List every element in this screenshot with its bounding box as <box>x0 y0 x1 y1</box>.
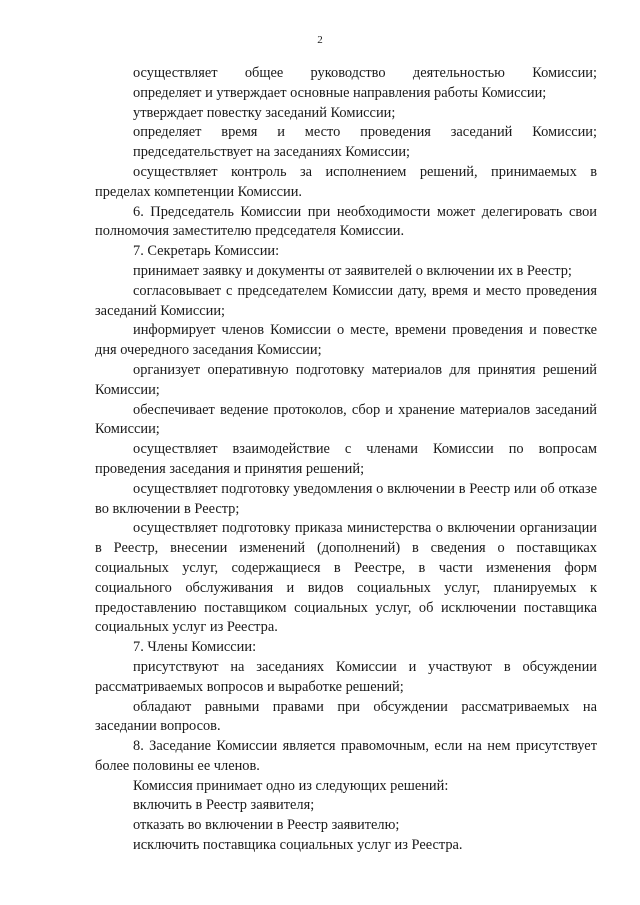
paragraph: председательствует на заседаниях Комиссии; <box>133 144 411 161</box>
paragraph: исключить поставщика социальных услуг из Реестра. <box>133 837 463 854</box>
paragraph: присутствуют на заседаниях Комиссии и участвуют в обсуждении рассматриваемых вопросов и выработке решений; <box>95 658 597 695</box>
paragraph: обеспечивает ведение протоколов, сбор и хранение материалов заседаний Комиссии; <box>95 401 597 438</box>
paragraph: 7. Члены Комиссии: <box>133 639 257 656</box>
paragraph: утверждает повестку заседаний Комиссии; <box>133 104 396 121</box>
document-body <box>95 64 597 856</box>
paragraph: организует оперативную подготовку материалов для принятия решений Комиссии; <box>95 361 597 398</box>
paragraph: осуществляет контроль за исполнением решений, принимаемых в пределах компетенции Комиссии. <box>95 163 597 200</box>
page-number: 2 <box>317 34 323 46</box>
paragraph: включить в Реестр заявителя; <box>133 797 315 814</box>
paragraph: 8. Заседание Комиссии является правомочным, если на нем присутствует более половины ее членов. <box>95 738 597 774</box>
paragraph: принимает заявку и документы от заявителей о включении их в Реестр; <box>133 262 572 279</box>
paragraph: 6. Председатель Комиссии при необходимости может делегировать свои полномочия заместителю председателя Комиссии. <box>95 203 597 240</box>
paragraph: осуществляет общее руководство деятельностью Комиссии; <box>133 65 597 81</box>
paragraph: обладают равными правами при обсуждении рассматриваемых на заседании вопросов. <box>95 698 597 735</box>
paragraph: определяет время и место проведения заседаний Комиссии; <box>133 124 597 141</box>
paragraph: 7. Секретарь Комиссии: <box>133 243 280 260</box>
paragraph: Комиссия принимает одно из следующих решений: <box>133 777 449 794</box>
paragraph: информирует членов Комиссии о месте, времени проведения и повестке дня очередного заседания Комиссии; <box>95 322 597 359</box>
paragraph: осуществляет подготовку приказа министерства о включении организации в Реестр, внесении изменений (дополнений) в сведения о поставщиках социальных услуг, содержащиеся в Реестре, в части изменения форм социального обслуживания и видов социальных услуг, планируемых к предоставлению поставщиком социальных услуг, об исключении поставщика социальных услуг из Реестра. <box>95 520 597 636</box>
paragraph: определяет и утверждает основные направления работы Комиссии; <box>133 84 547 101</box>
paragraph: осуществляет подготовку уведомления о включении в Реестр или об отказе во включении в Реестр; <box>95 480 597 517</box>
paragraph: отказать во включении в Реестр заявителю; <box>133 817 400 834</box>
paragraph: осуществляет взаимодействие с членами Комиссии по вопросам проведения заседания и принятия решений; <box>95 441 597 477</box>
paragraph: согласовывает с председателем Комиссии дату, время и место проведения заседаний Комиссии; <box>95 282 597 319</box>
